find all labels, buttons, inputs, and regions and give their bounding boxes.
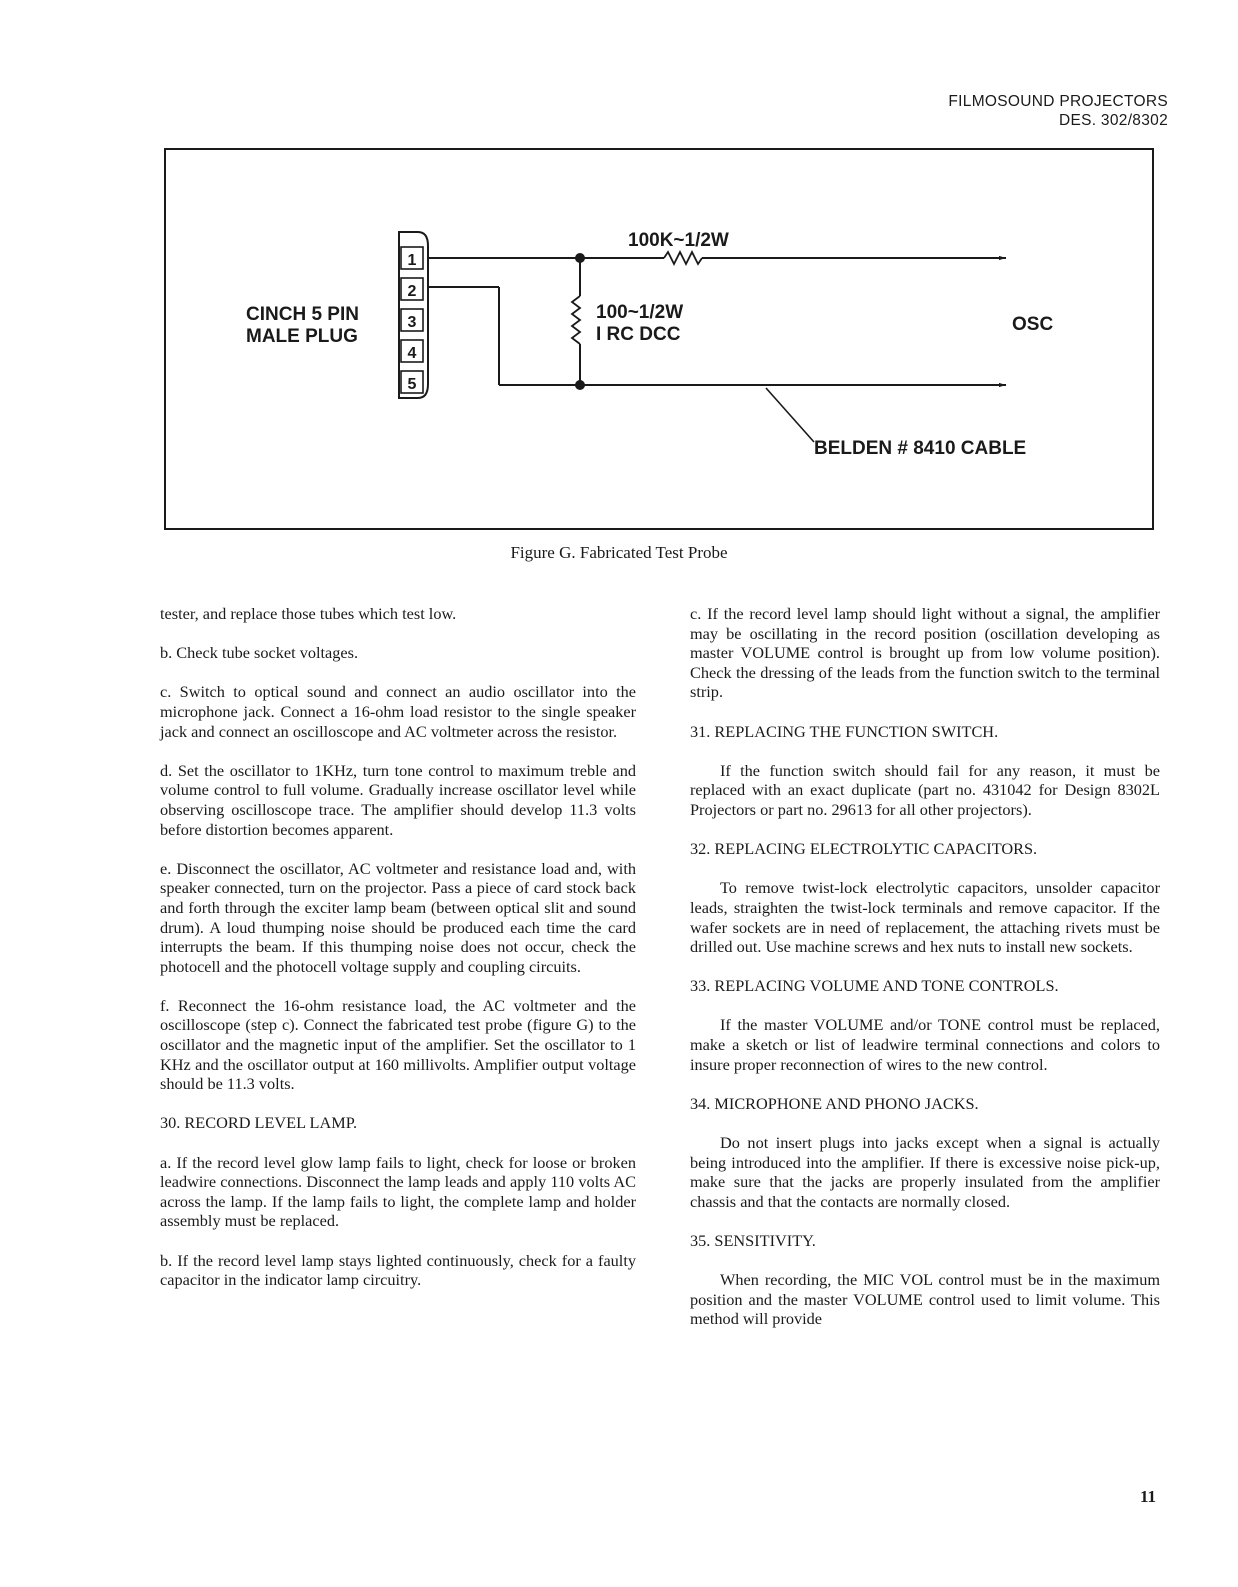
paragraph-d-set-oscillator: d. Set the oscillator to 1KHz, turn tone control to maximum treble and volume control to full volume. Gradually increase oscillator level while observing oscilloscope trace. The amplifier should develop 11.3 volts before distortion becomes apparent.	[160, 760, 636, 839]
plug-label-line2: MALE PLUG	[246, 326, 358, 347]
paragraph-30c-lamp-without-signal: c. If the record level lamp should light without a signal, the amplifier may be oscillating in the record position (oscillation developing as master VOLUME control is brought up from low volume position). Check the dressing of the leads from the function switch to the terminal strip.	[690, 604, 1160, 702]
paragraph-34-microphone-phono-jacks: Do not insert plugs into jacks except when a signal is actually being introduced into the amplifier. If there is excessive noise pick-up, make sure that the jacks are properly insulated from the amplifier chassis and that the contacts are normally closed.	[690, 1133, 1160, 1211]
shunt-resistor-symbol	[572, 296, 580, 344]
paragraph-e-disconnect-oscillator: e. Disconnect the oscillator, AC voltmeter and resistance load and, with speaker connected, turn on the projector. Pass a piece of card stock back and forth through the exciter lamp beam (between optical slit and sound drum). A loud thumping noise should be produced each time the card interrupts the beam. If this thumping noise does not occur, check the photocell and the photocell voltage supply and coupling circuits.	[160, 858, 636, 976]
pin-5-label: 5	[407, 376, 417, 393]
heading-32-electrolytic-capacitors: 32. REPLACING ELECTROLYTIC CAPACITORS.	[690, 839, 1038, 859]
paragraph-32-electrolytic-capacitors: To remove twist-lock electrolytic capacitors, unsolder capacitor leads, straighten the twist-lock terminals and remove capacitor. If the wafer sockets are in need of replacement, the attaching rivets must be drilled out. Use machine screws and hex nuts to install new sockets.	[690, 878, 1160, 957]
paragraph-33-volume-tone-controls: If the master VOLUME and/or TONE control must be replaced, make a sketch or list of leadwire terminal connections and colors to insure proper reconnection of wires to the new control.	[690, 1015, 1160, 1074]
page-number: 11	[1139, 1487, 1156, 1506]
header-title: FILMOSOUND PROJECTORS	[948, 93, 1168, 110]
ground-conductor	[428, 287, 1006, 390]
signal-conductor	[428, 252, 1006, 264]
figure-g-diagram	[164, 148, 1154, 530]
page-header	[948, 92, 1168, 130]
cable-leader-line	[766, 388, 814, 442]
shunt-resistor	[572, 258, 580, 385]
right-column	[690, 604, 1160, 1349]
series-resistor-label: 100K~1/2W	[628, 230, 729, 251]
paragraph-31-function-switch: If the function switch should fail for any reason, it must be replaced with an exact duplicate (part no. 431042 for Design 8302L Projectors or part no. 29613 for all other projectors).	[690, 760, 1160, 819]
heading-35-sensitivity: 35. SENSITIVITY.	[690, 1231, 816, 1250]
pin-3-label: 3	[407, 314, 417, 331]
paragraph-f-reconnect-load: f. Reconnect the 16-ohm resistance load, the AC voltmeter and the oscilloscope (step c). Connect the fabricated test probe (figure G) to the oscillator and the magnetic input of the amplifier. Set the oscillator to 1 KHz and the oscillator output at 160 millivolts. Amplifier output voltage should be 11.3 volts.	[160, 995, 636, 1094]
test-probe-schematic	[166, 150, 1152, 528]
shunt-resistor-label-line1: 100~1/2W	[596, 302, 684, 323]
paragraph-30b-lamp-stays-lit: b. If the record level lamp stays lighted continuously, check for a faulty capacitor in the indicator lamp circuitry.	[160, 1250, 636, 1290]
figure-caption: Figure G. Fabricated Test Probe	[510, 543, 728, 562]
heading-34-microphone-phono-jacks: 34. MICROPHONE AND PHONO JACKS.	[690, 1093, 979, 1113]
osc-label: OSC	[1012, 314, 1054, 335]
paragraph-test-tubes: tester, and replace those tubes which test low.	[160, 604, 457, 623]
paragraph-c-optical-sound: c. Switch to optical sound and connect an audio oscillator into the microphone jack. Connect a 16-ohm load resistor to the single speaker jack and connect an oscilloscope and AC voltmeter across the resistor.	[160, 682, 636, 741]
heading-33-volume-tone-controls: 33. REPLACING VOLUME AND TONE CONTROLS.	[690, 976, 1059, 996]
paragraph-35-sensitivity: When recording, the MIC VOL control must be in the maximum position and the master VOLUME control used to limit volume. This method will provide	[690, 1270, 1160, 1329]
shunt-resistor-label-line2: I RC DCC	[596, 324, 681, 345]
pin-4-label: 4	[407, 345, 417, 362]
series-resistor-symbol	[664, 252, 702, 264]
pin-2-label: 2	[407, 283, 417, 300]
plug-label-line1: CINCH 5 PIN	[246, 304, 359, 325]
heading-30-record-level-lamp: 30. RECORD LEVEL LAMP.	[160, 1113, 358, 1133]
paragraph-30a-glow-lamp: a. If the record level glow lamp fails to light, check for loose or broken leadwire connections. Disconnect the lamp leads and apply 110 volts AC across the lamp. If the lamp fails to light, the complete lamp and holder assembly must be replaced.	[160, 1152, 636, 1231]
left-column	[160, 604, 636, 1309]
header-designation: DES. 302/8302	[1058, 112, 1168, 129]
pin-1-label: 1	[407, 252, 417, 269]
heading-31-function-switch: 31. REPLACING THE FUNCTION SWITCH.	[690, 721, 999, 741]
plug-pins	[401, 247, 423, 393]
cable-label: BELDEN # 8410 CABLE	[814, 438, 1027, 459]
paragraph-b-socket-voltages: b. Check tube socket voltages.	[160, 643, 359, 663]
